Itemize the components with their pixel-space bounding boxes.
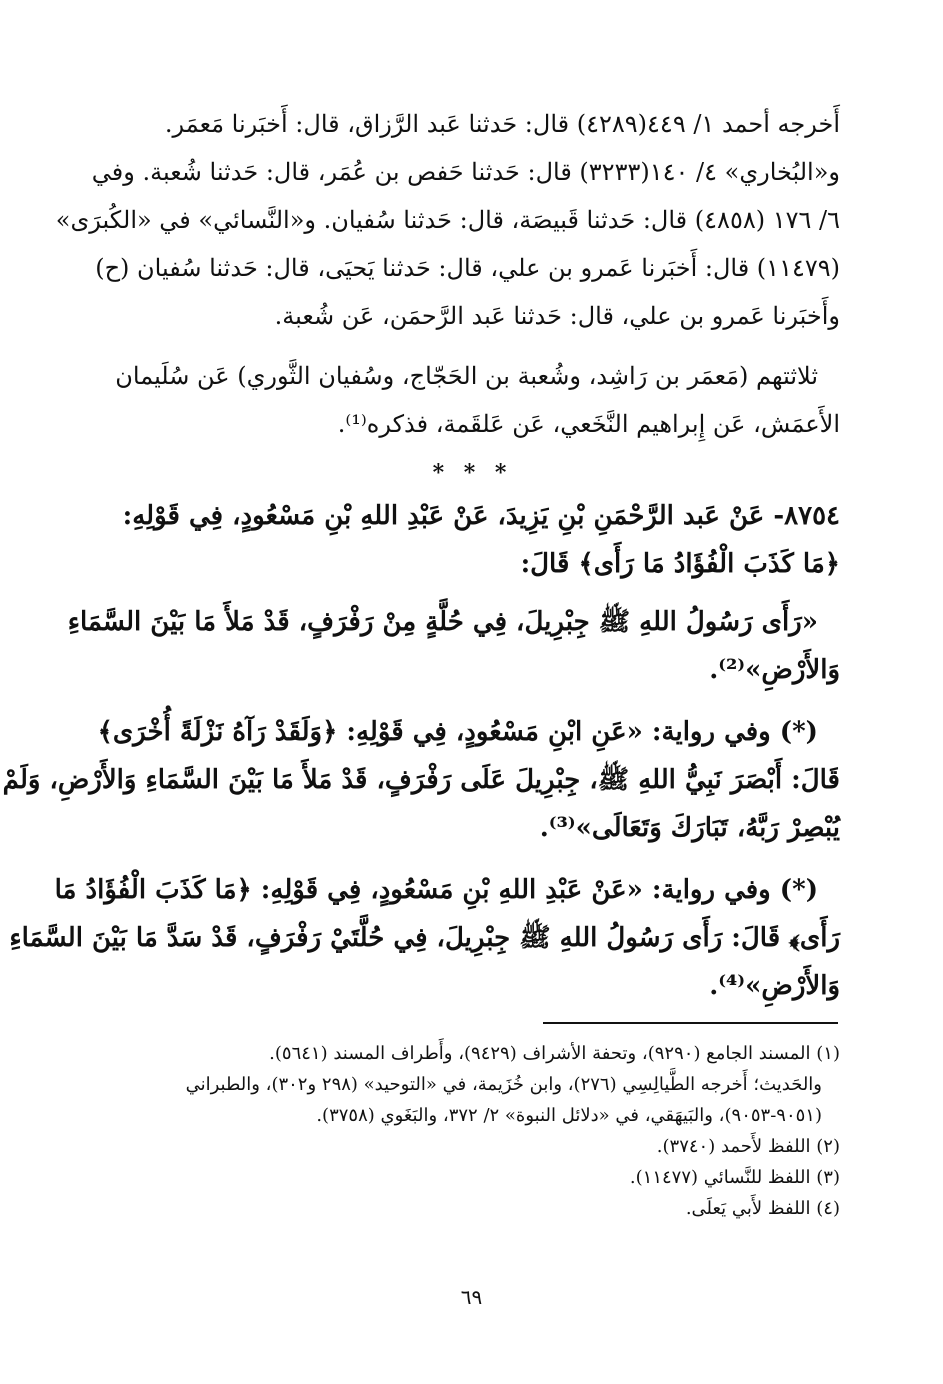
text-line: ﴿مَا كَذَبَ الْفُؤَادُ مَا رَأَى﴾ قَالَ:	[520, 549, 840, 579]
text-line: رَأَى﴾ قَالَ: رَأَى رَسُولُ اللهِ ﷺ جِبْرِيلَ، فِي حُلَّتَيْ رَفْرَفٍ، قَدْ سَدَّ مَا بَيْنَ السَّمَاءِ	[9, 923, 840, 953]
hadith-text-2	[2, 708, 840, 852]
text-line: قَالَ: أَبْصَرَ نَبِيُّ اللهِ ﷺ، جِبْرِيلَ عَلَى رَفْرَفٍ، قَدْ مَلأَ مَا بَيْنَ السَّمَاءِ وَالأَرْضِ، وَلَمْ	[2, 765, 840, 795]
hadith-heading	[105, 492, 840, 588]
text-line: و«البُخاري» ٤/ ١٤٠(٣٢٣٣) قال: حَدثنا حَفص بن عُمَر، قال: حَدثنا شُعبة. وفي	[91, 158, 840, 186]
footnote-2: (٢) اللفظ لأَحمد (٣٧٤٠).	[656, 1136, 840, 1157]
footnote-separator	[543, 1022, 838, 1024]
text-line: «رَأَى رَسُولُ اللهِ ﷺ جِبْرِيلَ، فِي حُلَّةٍ مِنْ رَفْرَفٍ، قَدْ مَلأَ مَا بَيْنَ السَّمَاءِ	[67, 607, 818, 637]
intro-paragraph	[55, 100, 840, 340]
footnotes	[105, 1038, 840, 1224]
section-separator-stars: * * *	[432, 460, 513, 486]
footnote-1-continued: والحَديث؛ أَخرجه الطَّيالِسِي (٢٧٦)، وابن خُزَيمة، في «التوحيد» (٢٩٨ و٣٠٢)، والطبراني	[185, 1074, 822, 1095]
page-number: ٦٩	[460, 1285, 483, 1309]
text-line: أَخرجه أحمد ١/ ٤٤٩(٤٢٨٩) قال: حَدثنا عَبد الرَّزاق، قال: أَخبَرنا مَعمَر.	[164, 110, 840, 138]
text-line: وأَخبَرنا عَمرو بن علي، قال: حَدثنا عَبد الرَّحمَن، عَن شُعبة.	[274, 302, 840, 330]
text-line: ثلاثتهم (مَعمَر بن رَاشِد، وشُعبة بن الحَجّاج، وسُفيان الثَّوري) عَن سُلَيمان	[115, 362, 818, 390]
text-line: وَالأَرْضِ»⁽²⁾.	[709, 655, 840, 685]
text-line: (*) وفي رواية: «عَنِ ابْنِ مَسْعُودٍ، فِي قَوْلِهِ: ﴿وَلَقَدْ رَآهُ نَزْلَةً أُخْرَى﴾	[97, 717, 818, 747]
text-line: ٨٧٥٤- عَنْ عَبد الرَّحْمَنِ بْنِ يَزِيدَ، عَنْ عَبْدِ اللهِ بْنِ مَسْعُودٍ، فِي قَوْلِهِ:	[122, 501, 840, 531]
text-line: وَالأَرْضِ»⁽⁴⁾.	[709, 971, 840, 1001]
text-line: (١١٤٧٩) قال: أَخبَرنا عَمرو بن علي، قال: حَدثنا يَحيَى، قال: حَدثنا سُفيان (ح)	[95, 254, 840, 282]
footnote-1-continued: (٩٠٥١-٩٠٥٣)، والبَيهَقي، في «دلائل النبوة» ٢/ ٣٧٢، والبَغَوي (٣٧٥٨).	[316, 1105, 822, 1126]
text-line: يُبْصِرْ رَبَّهُ، تَبَارَكَ وَتَعَالَى»⁽³⁾.	[539, 813, 840, 843]
footnote-1: (١) المسند الجامع (٩٢٩٠)، وتحفة الأشراف (٩٤٢٩)، وأَطراف المسند (٥٦٤١).	[269, 1043, 840, 1064]
page-body	[2, 100, 840, 1024]
text-line: الأَعمَش، عَن إِبراهيم النَّخَعي، عَن عَلقَمة، فذكره⁽¹⁾.	[337, 410, 840, 438]
text-line: (*) وفي رواية: «عَنْ عَبْدِ اللهِ بْنِ مَسْعُودٍ، فِي قَوْلِهِ: ﴿مَا كَذَبَ الْفُؤَادُ مَا	[54, 875, 818, 905]
summary-paragraph	[105, 352, 840, 448]
hadith-text-3	[9, 866, 840, 1010]
footnote-4: (٤) اللفظ لأَبي يَعلَى.	[685, 1198, 840, 1219]
text-line: ٦/ ١٧٦ (٤٨٥٨) قال: حَدثنا قَبيصَة، قال: حَدثنا سُفيان. و«النَّسائي» في «الكُبرَى»	[55, 206, 840, 234]
footnote-3: (٣) اللفظ للنَّسائي (١١٤٧٧).	[629, 1167, 840, 1188]
hadith-text-1	[67, 598, 840, 694]
